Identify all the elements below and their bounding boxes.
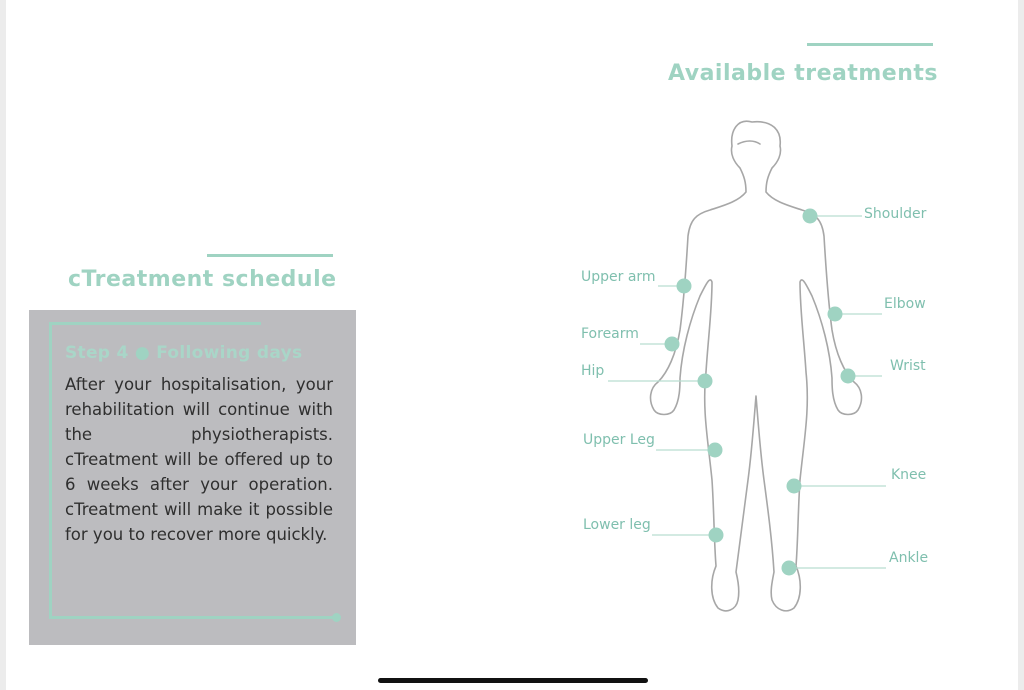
panel-frame-top (49, 322, 261, 325)
step-title (65, 343, 302, 363)
ankle-label[interactable]: Ankle (889, 550, 929, 566)
treatments-heading-rule (807, 43, 933, 46)
body-diagram (560, 110, 940, 620)
schedule-title: cTreatment schedule (68, 267, 337, 292)
forearm-point[interactable] (665, 337, 680, 352)
treatment-points (665, 209, 856, 576)
upper-arm-point[interactable] (677, 279, 692, 294)
elbow-label[interactable]: Elbow (884, 296, 926, 312)
knee-label[interactable]: Knee (891, 467, 927, 483)
panel-frame-dot (332, 613, 341, 622)
right-edge (1018, 0, 1024, 690)
ankle-point[interactable] (782, 561, 797, 576)
forearm-label[interactable]: Forearm (581, 326, 639, 342)
step-phase: Following days (156, 343, 303, 363)
step-description: After your hospitalisation, your rehabilitation will continue with the physiotherapists. cTreatment will be offered up to 6 weeks after your operation. cTreatment will make it possible for you to recover more quickly. (65, 375, 333, 544)
schedule-panel (29, 310, 356, 645)
panel-frame-left (49, 322, 52, 618)
step-bullet: ● (134, 343, 150, 363)
upper-leg-point[interactable] (708, 443, 723, 458)
lower-leg-label[interactable]: Lower leg (583, 517, 651, 533)
left-edge (0, 0, 6, 690)
knee-point[interactable] (787, 479, 802, 494)
shoulder-point[interactable] (803, 209, 818, 224)
hip-label[interactable]: Hip (581, 363, 605, 379)
lower-leg-point[interactable] (709, 528, 724, 543)
wrist-point[interactable] (841, 369, 856, 384)
elbow-point[interactable] (828, 307, 843, 322)
hip-point[interactable] (698, 374, 713, 389)
home-indicator[interactable] (378, 678, 648, 683)
wrist-label[interactable]: Wrist (890, 358, 926, 374)
body-outline (651, 121, 862, 611)
upper-leg-label[interactable]: Upper Leg (583, 432, 655, 448)
shoulder-label[interactable]: Shoulder (864, 206, 927, 222)
panel-frame-bottom (49, 616, 336, 619)
step-label: Step 4 (65, 343, 129, 363)
upper-arm-label[interactable]: Upper arm (581, 269, 656, 285)
treatments-title: Available treatments (668, 61, 938, 86)
schedule-heading-rule (207, 254, 333, 257)
